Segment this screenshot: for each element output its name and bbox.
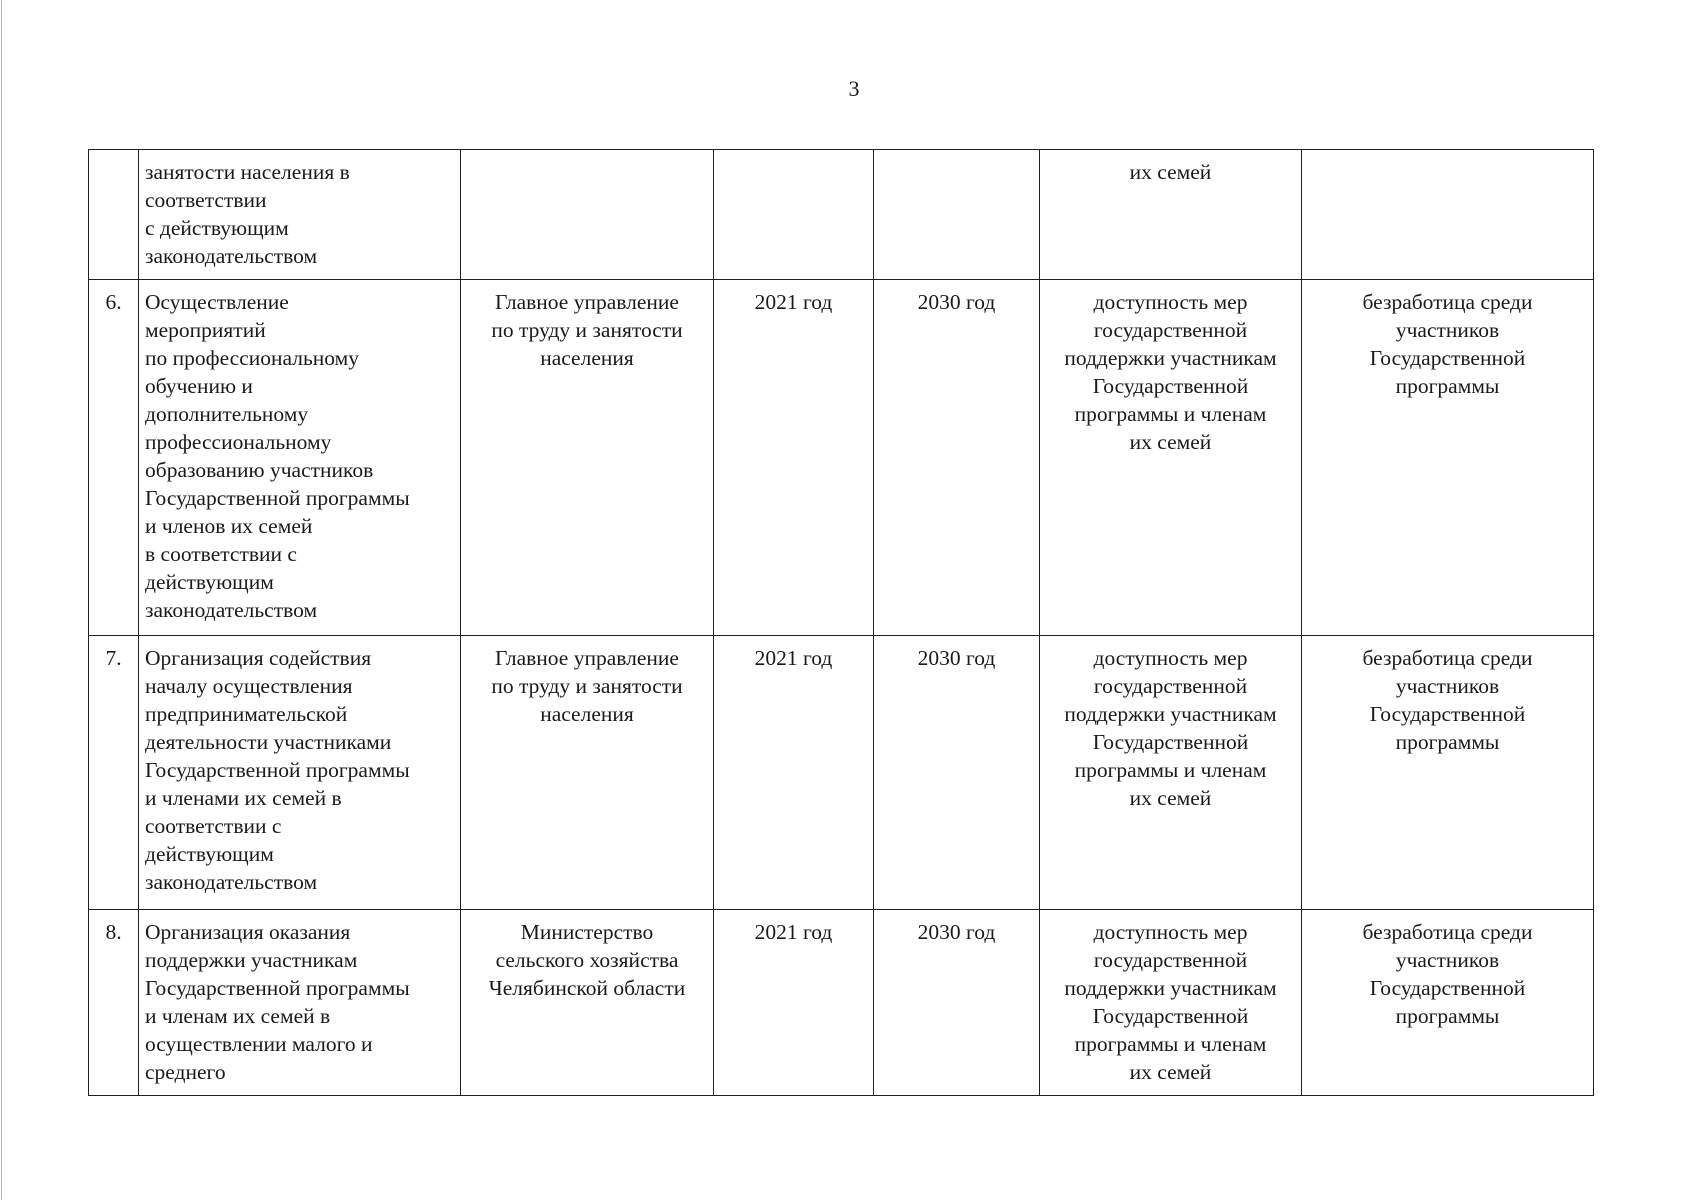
expected-result-line: поддержки участникам <box>1064 976 1277 1000</box>
indicator-line: безработица среди <box>1362 646 1533 670</box>
expected-result-line: государственной <box>1093 318 1248 342</box>
end-year: 2030 год <box>917 646 996 670</box>
executor-line: сельского хозяйства <box>495 948 679 972</box>
measure-name-line: Государственной программы <box>145 976 410 1000</box>
measure-name-line: и членами их семей в <box>145 786 342 810</box>
measure-name-line: соответствии <box>145 188 267 212</box>
expected-result-line: доступность мер <box>1093 646 1248 670</box>
measure-name-line: мероприятий <box>145 318 266 342</box>
item-number: 7. <box>105 646 122 670</box>
measure-name-line: в соответствии с <box>145 542 297 566</box>
indicator-line: программы <box>1395 1004 1500 1028</box>
expected-result-line: программы и членам <box>1074 402 1267 426</box>
expected-result-line: поддержки участникам <box>1064 702 1277 726</box>
measure-name-line: началу осуществления <box>145 674 353 698</box>
indicator-line: участников <box>1395 318 1500 342</box>
end-year-cell <box>874 280 1040 636</box>
item-number: 6. <box>105 290 122 314</box>
measure-name-line: Государственной программы <box>145 486 410 510</box>
measure-name-line: образованию участников <box>145 458 374 482</box>
table-row <box>89 280 1594 636</box>
measure-name-line: Организация содействия <box>145 646 372 670</box>
start-year-cell <box>714 150 874 280</box>
measures-table <box>88 149 1594 1096</box>
executor-cell <box>461 280 714 636</box>
end-year-cell <box>874 910 1040 1096</box>
measure-name-line: занятости населения в <box>145 160 350 184</box>
measure-name-line: предпринимательской <box>145 702 348 726</box>
expected-result-cell <box>1040 636 1302 910</box>
executor-line: по труду и занятости <box>491 674 683 698</box>
measure-name-line: среднего <box>145 1060 226 1084</box>
expected-result-line: их семей <box>1129 786 1212 810</box>
executor-line: по труду и занятости <box>491 318 683 342</box>
measure-name-line: профессиональному <box>145 430 332 454</box>
expected-result-line: Государственной <box>1092 374 1249 398</box>
executor-cell <box>461 150 714 280</box>
executor-cell <box>461 910 714 1096</box>
table-body <box>89 150 1594 1096</box>
measure-name-line: действующим <box>145 570 274 594</box>
expected-result-line: их семей <box>1129 1060 1212 1084</box>
start-year: 2021 год <box>754 290 833 314</box>
indicator-line: участников <box>1395 674 1500 698</box>
expected-result-line: поддержки участникам <box>1064 346 1277 370</box>
page-number: 3 <box>848 76 860 101</box>
expected-result-cell <box>1040 150 1302 280</box>
start-year: 2021 год <box>754 646 833 670</box>
measure-name-cell <box>139 280 461 636</box>
measure-name-line: дополнительному <box>145 402 309 426</box>
executor-line: Главное управление <box>495 646 679 670</box>
indicator-line: Государственной <box>1369 976 1526 1000</box>
expected-result-line: доступность мер <box>1093 290 1248 314</box>
measure-name-line: Организация оказания <box>145 920 351 944</box>
measure-name-line: с действующим <box>145 216 289 240</box>
expected-result-cell <box>1040 280 1302 636</box>
item-number-cell <box>89 150 139 280</box>
measure-name-line: Государственной программы <box>145 758 410 782</box>
executor-line: Министерство <box>520 920 654 944</box>
measure-name-line: осуществлении малого и <box>145 1032 373 1056</box>
start-year-cell <box>714 910 874 1096</box>
executor-line: населения <box>540 346 634 370</box>
end-year-cell <box>874 150 1040 280</box>
measure-name-line: поддержки участникам <box>145 948 358 972</box>
indicator-cell <box>1302 910 1594 1096</box>
measure-name-cell <box>139 910 461 1096</box>
indicator-line: безработица среди <box>1362 920 1533 944</box>
expected-result-line: Государственной <box>1092 730 1249 754</box>
item-number-cell <box>89 636 139 910</box>
item-number: 8. <box>105 920 122 944</box>
item-number-cell <box>89 280 139 636</box>
measure-name-cell <box>139 636 461 910</box>
end-year-cell <box>874 636 1040 910</box>
executor-line: Челябинской области <box>488 976 686 1000</box>
expected-result-line: государственной <box>1093 674 1248 698</box>
expected-result-line: их семей <box>1129 160 1212 184</box>
expected-result-line: Государственной <box>1092 1004 1249 1028</box>
measure-name-line: действующим <box>145 842 274 866</box>
measure-name-line: и членам их семей в <box>145 1004 331 1028</box>
end-year: 2030 год <box>917 920 996 944</box>
start-year-cell <box>714 280 874 636</box>
start-year: 2021 год <box>754 920 833 944</box>
expected-result-line: программы и членам <box>1074 1032 1267 1056</box>
measure-name-line: законодательством <box>145 870 318 894</box>
measure-name-cell <box>139 150 461 280</box>
indicator-line: Государственной <box>1369 346 1526 370</box>
measure-name-line: по профессиональному <box>145 346 359 370</box>
executor-line: Главное управление <box>495 290 679 314</box>
table-row <box>89 910 1594 1096</box>
expected-result-cell <box>1040 910 1302 1096</box>
measure-name-line: деятельности участниками <box>145 730 392 754</box>
executor-cell <box>461 636 714 910</box>
indicator-line: программы <box>1395 730 1500 754</box>
expected-result-line: доступность мер <box>1093 920 1248 944</box>
indicator-line: программы <box>1395 374 1500 398</box>
expected-result-line: государственной <box>1093 948 1248 972</box>
measure-name-line: Осуществление <box>145 290 289 314</box>
indicator-line: безработица среди <box>1362 290 1533 314</box>
indicator-cell <box>1302 636 1594 910</box>
measure-name-line: законодательством <box>145 598 318 622</box>
measure-name-line: законодательством <box>145 244 318 268</box>
indicator-line: участников <box>1395 948 1500 972</box>
measure-name-line: и членов их семей <box>145 514 313 538</box>
scan-edge-line <box>1 0 2 1200</box>
table-row <box>89 636 1594 910</box>
indicator-cell <box>1302 150 1594 280</box>
start-year-cell <box>714 636 874 910</box>
item-number-cell <box>89 910 139 1096</box>
measure-name-line: обучению и <box>145 374 253 398</box>
indicator-line: Государственной <box>1369 702 1526 726</box>
expected-result-line: программы и членам <box>1074 758 1267 782</box>
measure-name-line: соответствии с <box>145 814 282 838</box>
executor-line: населения <box>540 702 634 726</box>
indicator-cell <box>1302 280 1594 636</box>
table-row <box>89 150 1594 280</box>
expected-result-line: их семей <box>1129 430 1212 454</box>
end-year: 2030 год <box>917 290 996 314</box>
